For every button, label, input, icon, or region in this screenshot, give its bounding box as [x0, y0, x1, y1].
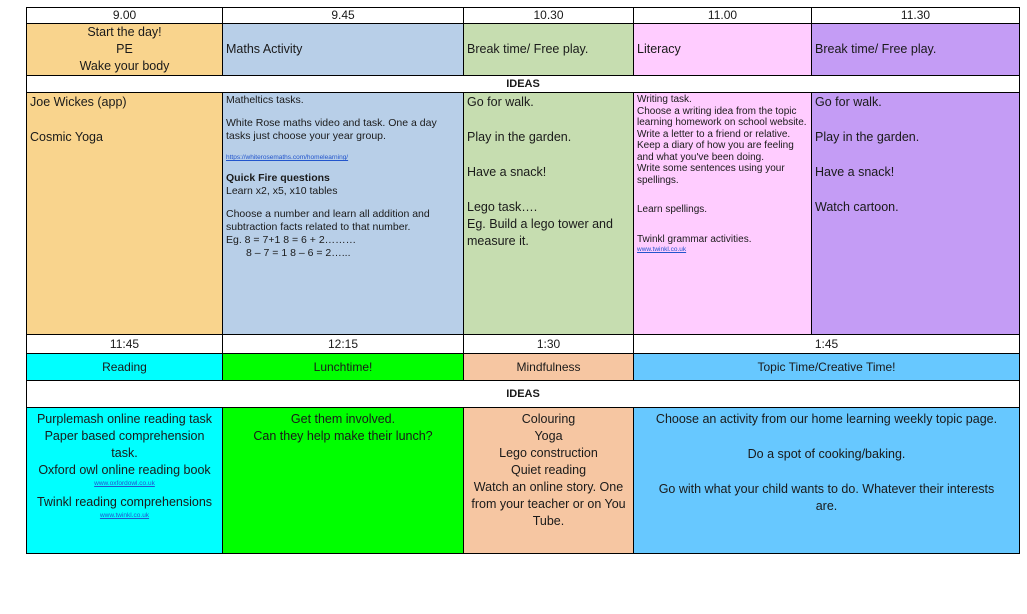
idea-line: Have a snack!: [815, 165, 895, 179]
idea-line: Watch an online story. One from your teacher or on You Tube.: [471, 480, 626, 528]
idea-line: Do a spot of cooking/baking.: [747, 447, 906, 461]
oxford-owl-link[interactable]: www.oxfordowl.co.uk: [94, 480, 155, 487]
activity-reading: Reading: [27, 354, 223, 381]
ideas-mindfulness: [464, 408, 634, 554]
activity-row-2: [27, 354, 1020, 381]
activity-maths: Maths Activity: [223, 24, 464, 76]
idea-line: Joe Wickes (app): [30, 95, 127, 109]
idea-line: White Rose maths video and task. One a day tasks just choose your year group.: [226, 117, 437, 142]
idea-line: Eg. 8 = 7+1 8 = 6 + 2………: [226, 234, 357, 246]
activity-literacy: Literacy: [634, 24, 812, 76]
twinkl-link[interactable]: www.twinkl.co.uk: [99, 512, 150, 519]
activity-lunchtime: Lunchtime!: [223, 354, 464, 381]
idea-line: Can they help make their lunch?: [253, 429, 433, 443]
idea-line: Choose a writing idea from the topic learning homework on school website.: [637, 105, 807, 128]
time-cell: 9.45: [223, 8, 464, 24]
ideas-start-the-day: [27, 93, 223, 335]
idea-line: Play in the garden.: [467, 130, 572, 144]
activity-line: Start the day!: [87, 25, 162, 39]
ideas-row-2: [27, 408, 1020, 554]
ideas-maths: [223, 93, 464, 335]
time-cell: 12:15: [223, 335, 464, 354]
idea-line: Twinkl grammar activities.: [637, 233, 752, 245]
idea-heading: Quick Fire questions: [226, 172, 330, 184]
idea-line: Twinkl reading comprehensions: [36, 495, 213, 509]
ideas-lunchtime: [223, 408, 464, 554]
timetable: [26, 7, 1019, 554]
activity-mindfulness: Mindfulness: [464, 354, 634, 381]
activity-break: Break time/ Free play.: [812, 24, 1020, 76]
ideas-row-1: [27, 93, 1020, 335]
idea-line: Eg. Build a lego tower and measure it.: [467, 217, 613, 248]
idea-line: Learn spellings.: [637, 204, 708, 215]
ideas-header-row-1: [27, 76, 1020, 93]
activity-line: PE: [116, 42, 133, 56]
idea-line: Lego task….: [467, 200, 538, 214]
idea-line: Learn x2, x5, x10 tables: [226, 185, 338, 197]
idea-line: Keep a diary of how you are feeling and what you've been doing.: [637, 140, 794, 163]
idea-line: Watch cartoon.: [815, 200, 899, 214]
timetable-grid: [26, 7, 1020, 554]
idea-line: Go for walk.: [467, 95, 534, 109]
idea-line: Matheltics tasks.: [226, 94, 304, 106]
ideas-heading: IDEAS: [27, 76, 1020, 93]
time-cell: 1:45: [634, 335, 1020, 354]
idea-line: Choose an activity from our home learning weekly topic page.: [655, 412, 998, 426]
idea-line: Choose a number and learn all addition and subtraction facts related to that number.: [226, 208, 430, 233]
idea-line: Purplemash online reading task: [36, 412, 213, 426]
idea-line: Go for walk.: [815, 95, 882, 109]
white-rose-link[interactable]: https://whiterosemaths.com/homelearning/: [226, 154, 349, 161]
time-cell: 11:45: [27, 335, 223, 354]
ideas-heading: IDEAS: [27, 381, 1020, 408]
idea-line: Play in the garden.: [815, 130, 920, 144]
idea-line: Colouring: [521, 412, 576, 426]
idea-line: Oxford owl online reading book: [38, 463, 211, 477]
idea-line: Paper based comprehension task.: [44, 429, 205, 460]
ideas-header-row-2: [27, 381, 1020, 408]
idea-line: Write a letter to a friend or relative.: [637, 128, 791, 140]
activity-row-1: [27, 24, 1020, 76]
time-cell: 11.00: [634, 8, 812, 24]
time-cell: 11.30: [812, 8, 1020, 24]
ideas-break: [464, 93, 634, 335]
activity-start-the-day: [27, 24, 223, 76]
ideas-reading: [27, 408, 223, 554]
idea-line: Write some sentences using your spellings.: [637, 163, 785, 186]
activity-topic-time: Topic Time/Creative Time!: [634, 354, 1020, 381]
idea-line: Writing task.: [637, 94, 692, 105]
idea-line: Get them involved.: [290, 412, 396, 426]
idea-line: Have a snack!: [467, 165, 547, 179]
time-row-1: [27, 8, 1020, 24]
activity-break: Break time/ Free play.: [464, 24, 634, 76]
ideas-topic-time: [634, 408, 1020, 554]
time-row-2: [27, 335, 1020, 354]
idea-line: Go with what your child wants to do. Whatever their interests are.: [658, 482, 995, 513]
idea-line: Lego construction: [499, 446, 598, 460]
activity-line: Wake your body: [79, 59, 170, 73]
time-cell: 10.30: [464, 8, 634, 24]
idea-line: Cosmic Yoga: [30, 130, 103, 144]
idea-line: 8 – 7 = 1 8 – 6 = 2…...: [246, 247, 351, 259]
time-cell: 9.00: [27, 8, 223, 24]
idea-line: Yoga: [534, 429, 563, 443]
time-cell: 1:30: [464, 335, 634, 354]
twinkl-link[interactable]: www.twinkl.co.uk: [637, 246, 687, 253]
ideas-literacy: [634, 93, 812, 335]
ideas-break-2: [812, 93, 1020, 335]
idea-line: Quiet reading: [510, 463, 587, 477]
